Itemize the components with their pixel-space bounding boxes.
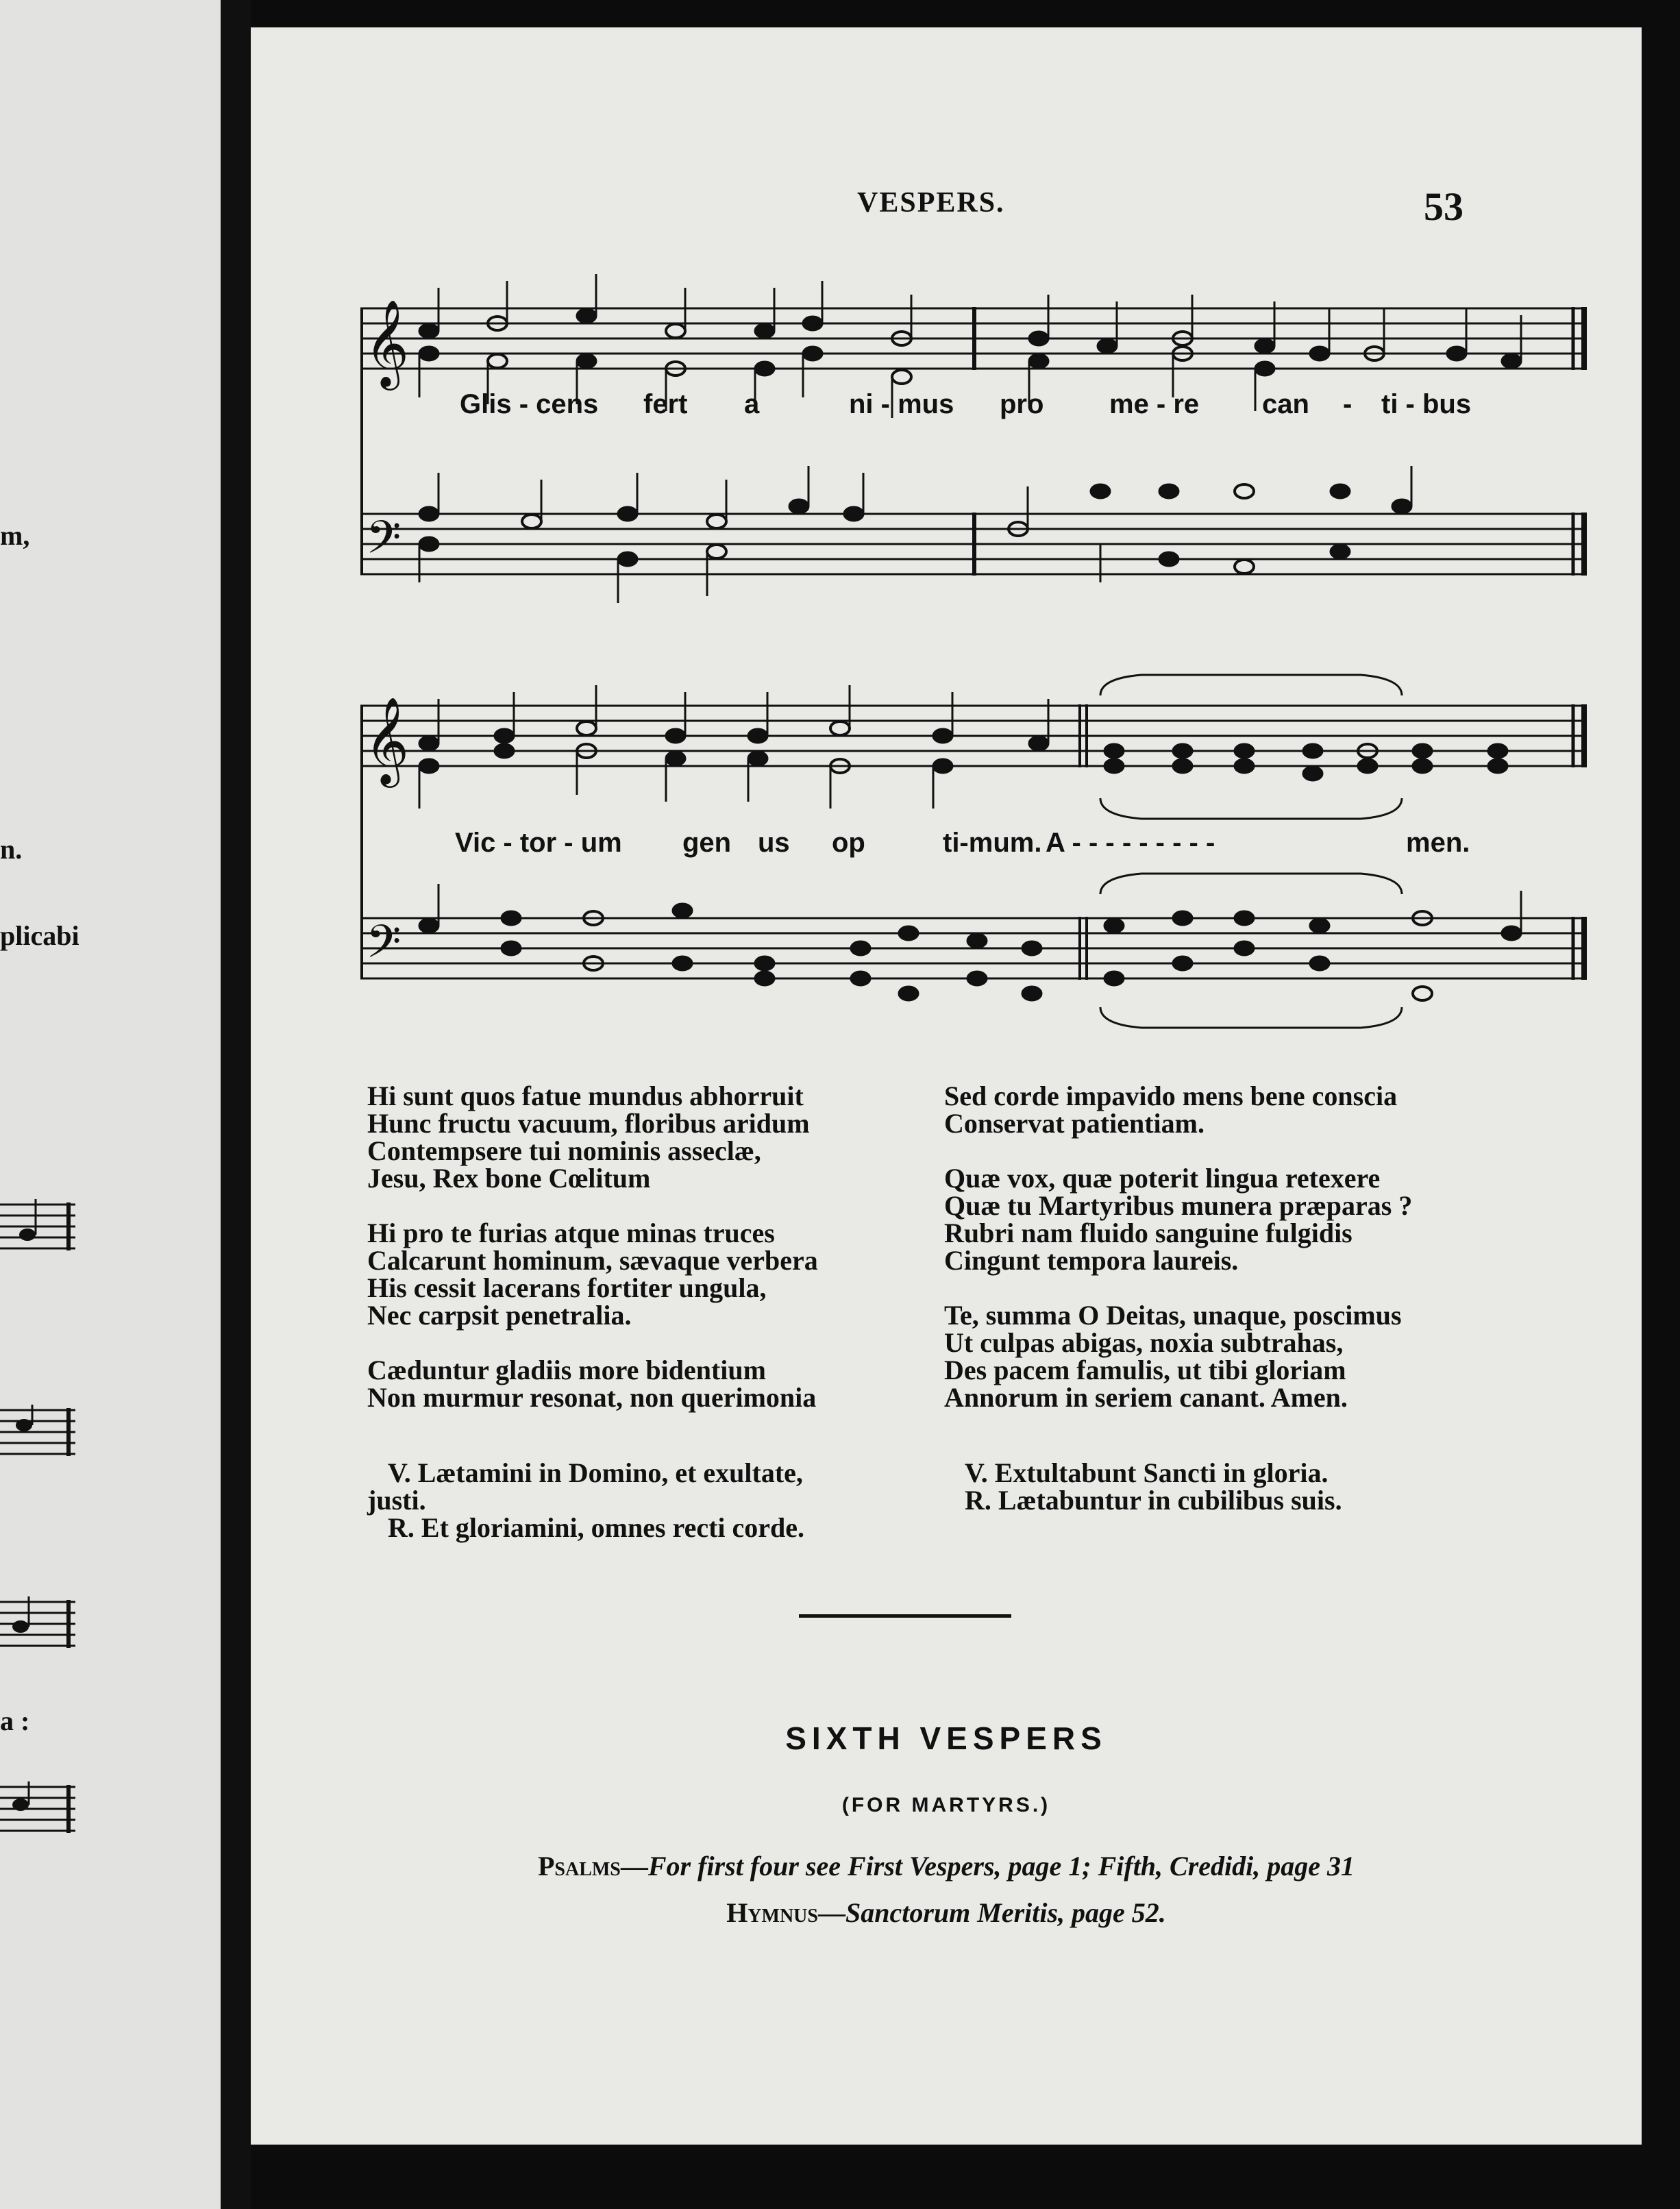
- lyric-syllable: op: [832, 828, 865, 858]
- lyric-syllable: ti - bus: [1381, 389, 1472, 419]
- svg-text:𝄞: 𝄞: [365, 696, 410, 784]
- lyric-syllable: men.: [1406, 828, 1470, 858]
- verse-line: Jesu, Rex bone Cœlitum: [367, 1163, 651, 1194]
- svg-text:𝄢: 𝄢: [366, 915, 402, 979]
- lyric-syllable: -: [1343, 389, 1352, 419]
- lyric-syllable: fert: [643, 389, 688, 419]
- hymnus-reference: Sanctorum Meritis, page 52.: [845, 1897, 1166, 1928]
- lyric-syllable: ni - mus: [849, 389, 954, 419]
- page-number: 53: [1424, 184, 1463, 229]
- verse-line: Nec carpsit penetralia.: [367, 1300, 632, 1331]
- psalms-line: [251, 1850, 1642, 1882]
- left-page-fragment: a :: [0, 1705, 30, 1736]
- verse-line: Contempsere tui nominis asseclæ,: [367, 1135, 761, 1166]
- verse-line: Ut culpas abigas, noxia subtrahas,: [944, 1327, 1344, 1358]
- left-page: [0, 0, 221, 2209]
- response-line: R. Et gloriamini, omnes recti corde.: [388, 1512, 805, 1543]
- verse-line: Quæ vox, quæ poterit lingua retexere: [944, 1163, 1381, 1194]
- verse-line: Hunc fructu vacuum, floribus aridum: [367, 1108, 810, 1139]
- verse-line: Hi sunt quos fatue mundus abhorruit: [367, 1081, 804, 1111]
- svg-text:𝄢: 𝄢: [366, 511, 402, 575]
- section-divider-rule: [799, 1614, 1011, 1618]
- left-page-fragment: n.: [0, 834, 23, 865]
- response-line: R. Lætabuntur in cubilibus suis.: [965, 1485, 1342, 1516]
- verse-line: Conservat patientiam.: [944, 1108, 1205, 1139]
- left-page-staff-fragment: [0, 1596, 75, 1651]
- verse-line: Calcarunt hominum, sævaque verbera: [367, 1245, 818, 1276]
- left-page-fragment: plicabi: [0, 920, 79, 951]
- left-page-staff-fragment: [0, 1199, 75, 1254]
- left-page-fragment: m,: [0, 520, 30, 551]
- lyric-syllable: a: [744, 389, 760, 419]
- verse-line: Sed corde impavido mens bene conscia: [944, 1083, 1398, 1111]
- verse-line: His cessit lacerans fortiter ungula,: [367, 1272, 767, 1303]
- book-gutter: [221, 0, 251, 2209]
- svg-text:𝄞: 𝄞: [365, 299, 410, 386]
- lyric-syllable: A - - - - - - - - -: [1046, 828, 1215, 858]
- verses-right-column: [944, 1083, 1636, 1439]
- section-title: SIXTH VESPERS: [785, 1720, 1107, 1756]
- versicles-right: [944, 1459, 1629, 1514]
- lyric-syllable: ti-mum.: [943, 828, 1042, 858]
- left-page-staff-fragment: [0, 1405, 75, 1459]
- music-system-1: [360, 260, 1607, 630]
- versicle-line: V. Lætamini in Domino, et exultate,: [388, 1457, 803, 1488]
- verse-line: Quæ tu Martyribus munera præparas ?: [944, 1190, 1413, 1221]
- versicles-left: [367, 1459, 929, 1542]
- hymnus-label: Hymnus—: [726, 1897, 845, 1928]
- verse-line: Annorum in seriem canant. Amen.: [944, 1382, 1348, 1413]
- running-head-title: VESPERS.: [857, 187, 1005, 219]
- lyric-syllable: Glis - cens: [460, 389, 599, 419]
- book-page: [251, 27, 1642, 2145]
- psalms-reference: For first four see First Vespers, page 1; Fifth, Credidi, page 31: [647, 1851, 1355, 1881]
- verse-line: Des pacem famulis, ut tibi gloriam: [944, 1355, 1346, 1385]
- stanza: [367, 1220, 929, 1329]
- lyric-syllable: pro: [1000, 389, 1044, 419]
- psalms-label: Psalms—: [537, 1851, 648, 1881]
- lyric-syllable: us: [758, 828, 790, 858]
- verses-left-column: [367, 1083, 929, 1439]
- stanza: [367, 1083, 929, 1192]
- stanza: [944, 1165, 1636, 1274]
- lyric-syllable: gen: [682, 828, 732, 858]
- verse-line: Cingunt tempora laureis.: [944, 1245, 1239, 1276]
- verse-line: Non murmur resonat, non querimonia: [367, 1382, 817, 1413]
- lyric-syllable: Vic - tor - um: [455, 828, 622, 858]
- versicle-line: justi.: [367, 1485, 426, 1516]
- left-page-staff-fragment: [0, 1781, 75, 1836]
- stanza: [944, 1083, 1636, 1137]
- lyric-syllable: me - re: [1109, 389, 1200, 419]
- verse-line: Hi pro te furias atque minas truces: [367, 1218, 775, 1248]
- versicle-line: V. Extultabunt Sancti in gloria.: [965, 1457, 1329, 1488]
- lyric-syllable: can: [1262, 389, 1309, 419]
- section-subtitle: (FOR MARTYRS.): [841, 1794, 1051, 1816]
- verse-line: Rubri nam fluido sanguine fulgidis: [944, 1218, 1352, 1248]
- verse-line: Te, summa O Deitas, unaque, poscimus: [944, 1300, 1402, 1331]
- hymnus-line: [251, 1897, 1642, 1929]
- stanza: [944, 1302, 1636, 1411]
- stanza: [367, 1357, 929, 1411]
- verse-line: Cæduntur gladiis more bidentium: [367, 1355, 766, 1385]
